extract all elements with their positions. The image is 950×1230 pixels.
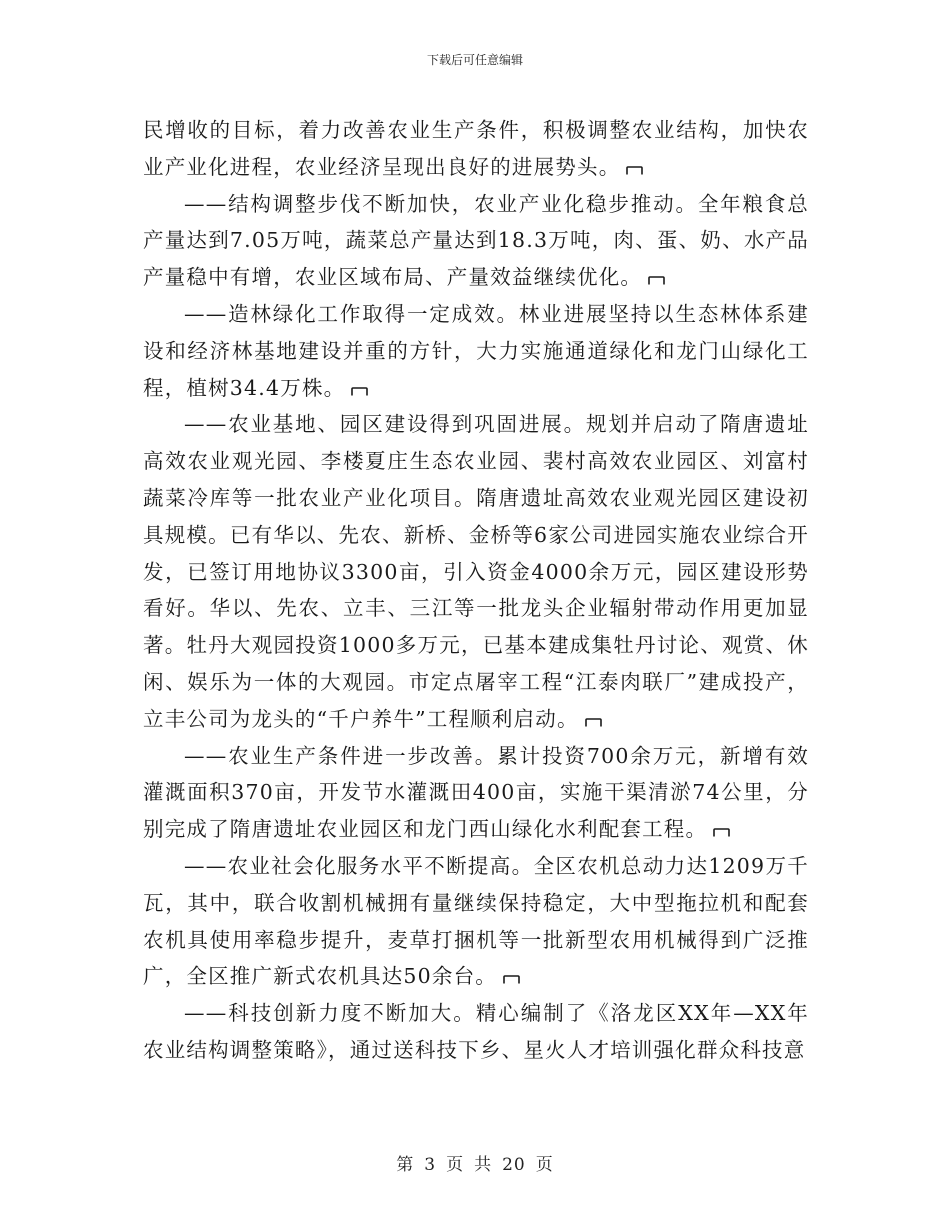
paragraph-return-icon	[626, 166, 643, 175]
total-pages: 20	[502, 1155, 526, 1175]
paragraph	[143, 995, 809, 1069]
page-number: 3	[424, 1155, 437, 1175]
paragraph-text: 民增收的目标，着力改善农业生产条件，积极调整农业结构，加快农业产业化进程，农业经济呈现出良好的进展势头。	[143, 118, 809, 179]
paragraph	[143, 186, 809, 296]
paragraph	[143, 406, 809, 737]
paragraph-text: ——造林绿化工作取得一定成效。林业进展坚持以生态林体系建设和经济林基地建设并重的方针，大力实施通道绿化和龙门山绿化工程，植树34.4万株。	[143, 301, 809, 400]
footer-di: 第	[396, 1155, 415, 1175]
document-body	[143, 112, 809, 1069]
paragraph-return-icon	[648, 276, 665, 285]
paragraph	[143, 738, 809, 848]
page-footer	[0, 1154, 950, 1176]
paragraph	[143, 848, 809, 995]
paragraph	[143, 296, 809, 406]
footer-ye: 页	[446, 1155, 465, 1175]
paragraph-text: ——农业生产条件进一步改善。累计投资700余万元，新增有效灌溉面积370亩，开发节水灌溉田400亩，实施干渠清淤74公里，分别完成了隋唐遗址农业园区和龙门西山绿化水利配套工程。	[143, 743, 809, 842]
paragraph	[143, 112, 809, 186]
paragraph-text: ——结构调整步伐不断加快，农业产业化稳步推动。全年粮食总产量达到7.05万吨，蔬菜总产量达到18.3万吨，肉、蛋、奶、水产品产量稳中有增，农业区域布局、产量效益继续优化。	[143, 191, 809, 290]
paragraph-return-icon	[351, 387, 368, 396]
paragraph-return-icon	[503, 975, 520, 984]
paragraph-text: ——科技创新力度不断加大。精心编制了《洛龙区XX年—XX年农业结构调整策略》，通过送科技下乡、星火人才培训强化群众科技意	[143, 1001, 809, 1062]
footer-gong: 共	[474, 1155, 493, 1175]
paragraph-return-icon	[585, 718, 602, 727]
paragraph-text: ——农业社会化服务水平不断提高。全区农机总动力达1209万千瓦，其中，联合收割机械拥有量继续保持稳定，大中型拖拉机和配套农机具使用率稳步提升，麦草打捆机等一批新型农用机械得到广泛推广，全区推广新式农机具达50余台。	[143, 853, 809, 989]
paragraph-return-icon	[713, 828, 730, 837]
paragraph-text: ——农业基地、园区建设得到巩固进展。规划并启动了隋唐遗址高效农业观光园、李楼夏庄生态农业园、裴村高效农业园区、刘富村蔬菜冷库等一批农业产业化项目。隋唐遗址高效农业观光园区建设初具规模。已有华以、先农、新桥、金桥等6家公司进园实施农业综合开发，已签订用地协议3300亩，引入资金4000余万元，园区建设形势看好。华以、先农、立丰、三江等一批龙头企业辐射带动作用更加显著。牡丹大观园投资1000多万元，已基本建成集牡丹讨论、观赏、休闲、娱乐为一体的大观园。市定点屠宰工程“江泰肉联厂”建成投产，立丰公司为龙头的“千户养牛”工程顺利启动。	[143, 412, 809, 731]
page-header: 下载后可任意编辑	[426, 53, 523, 67]
footer-ye-2: 页	[535, 1155, 554, 1175]
